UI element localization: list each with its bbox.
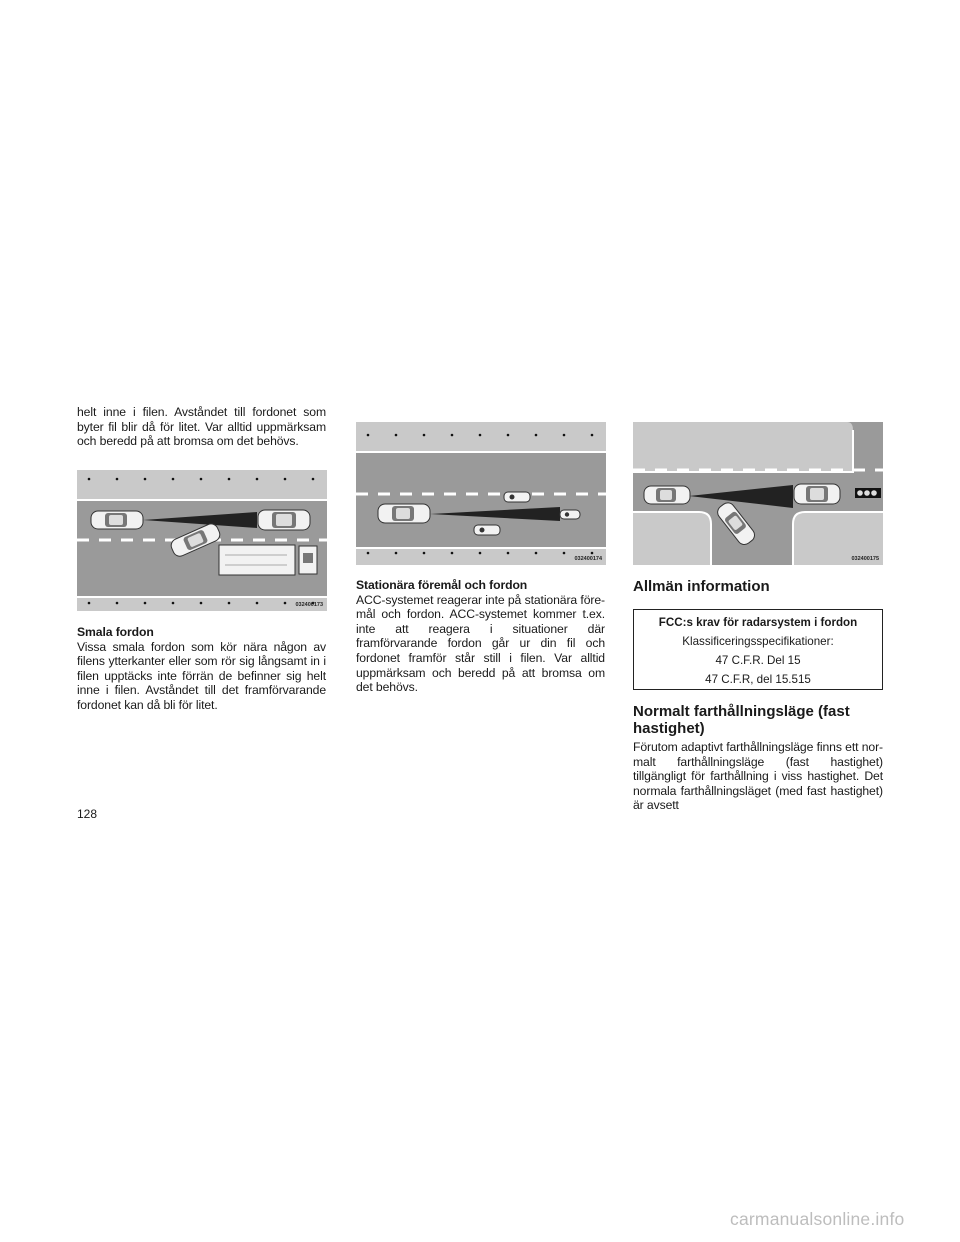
figure-code: 032400175 bbox=[851, 556, 879, 562]
fcc-title: FCC:s krav för radarsystem i fordon bbox=[658, 616, 858, 629]
stationary-objects-heading: Stationära föremål och fordon bbox=[356, 578, 528, 592]
narrow-vehicles-section bbox=[77, 625, 326, 713]
figure-code: 032400173 bbox=[295, 602, 323, 608]
figure-intersection bbox=[633, 422, 883, 565]
normal-cruise-body: Förutom adaptivt farthållningsläge finns ett nor-malt farthållningsläge (fast hastighet) tillgängligt för farthållning i viss hastighet. Det normala farthållningsläget (med fast hastighet) är avsett bbox=[633, 740, 883, 813]
figure-stationary-objects bbox=[356, 422, 606, 565]
fcc-line: 47 C.F.R. Del 15 bbox=[715, 654, 801, 667]
narrow-vehicles-heading: Smala fordon bbox=[77, 625, 154, 639]
fcc-line: Klassificeringsspecifikationer: bbox=[682, 635, 834, 648]
stationary-objects-section bbox=[356, 578, 605, 695]
stationary-objects-body: ACC-systemet reagerar inte på stationära före-mål och fordon. ACC-systemet kommer t.ex. inte att reagera i situationer där framförvarande fordon går ur din fil och fordonet framför står still i filen. Var alltid uppmärksam och beredd på att bromsa om det behövs. bbox=[356, 592, 605, 695]
normal-cruise-heading: Normalt farthållningsläge (fast hastighet) bbox=[633, 703, 850, 737]
page-number: 128 bbox=[77, 807, 98, 821]
intro-paragraph: helt inne i filen. Avståndet till fordonet som byter fil blir då för litet. Var alltid uppmärksam och beredd på att bromsa om det behövs. bbox=[77, 405, 326, 449]
narrow-vehicles-body: Vissa smala fordon som kör nära någon av filens ytterkanter eller som rör sig långsamt in i filen upptäcks inte förrän de befinner sig helt inne i filen. Avståndet till det framförvarande fordonet kan då bli för litet. bbox=[77, 639, 326, 712]
fcc-line: 47 C.F.R, del 15.515 bbox=[705, 673, 811, 686]
figure-narrow-vehicles bbox=[77, 470, 327, 611]
watermark: carmanualsonline.info bbox=[730, 1209, 905, 1229]
general-info-heading: Allmän information bbox=[633, 578, 770, 595]
figure-code: 032400174 bbox=[574, 556, 602, 562]
fcc-requirements-box bbox=[633, 609, 883, 690]
